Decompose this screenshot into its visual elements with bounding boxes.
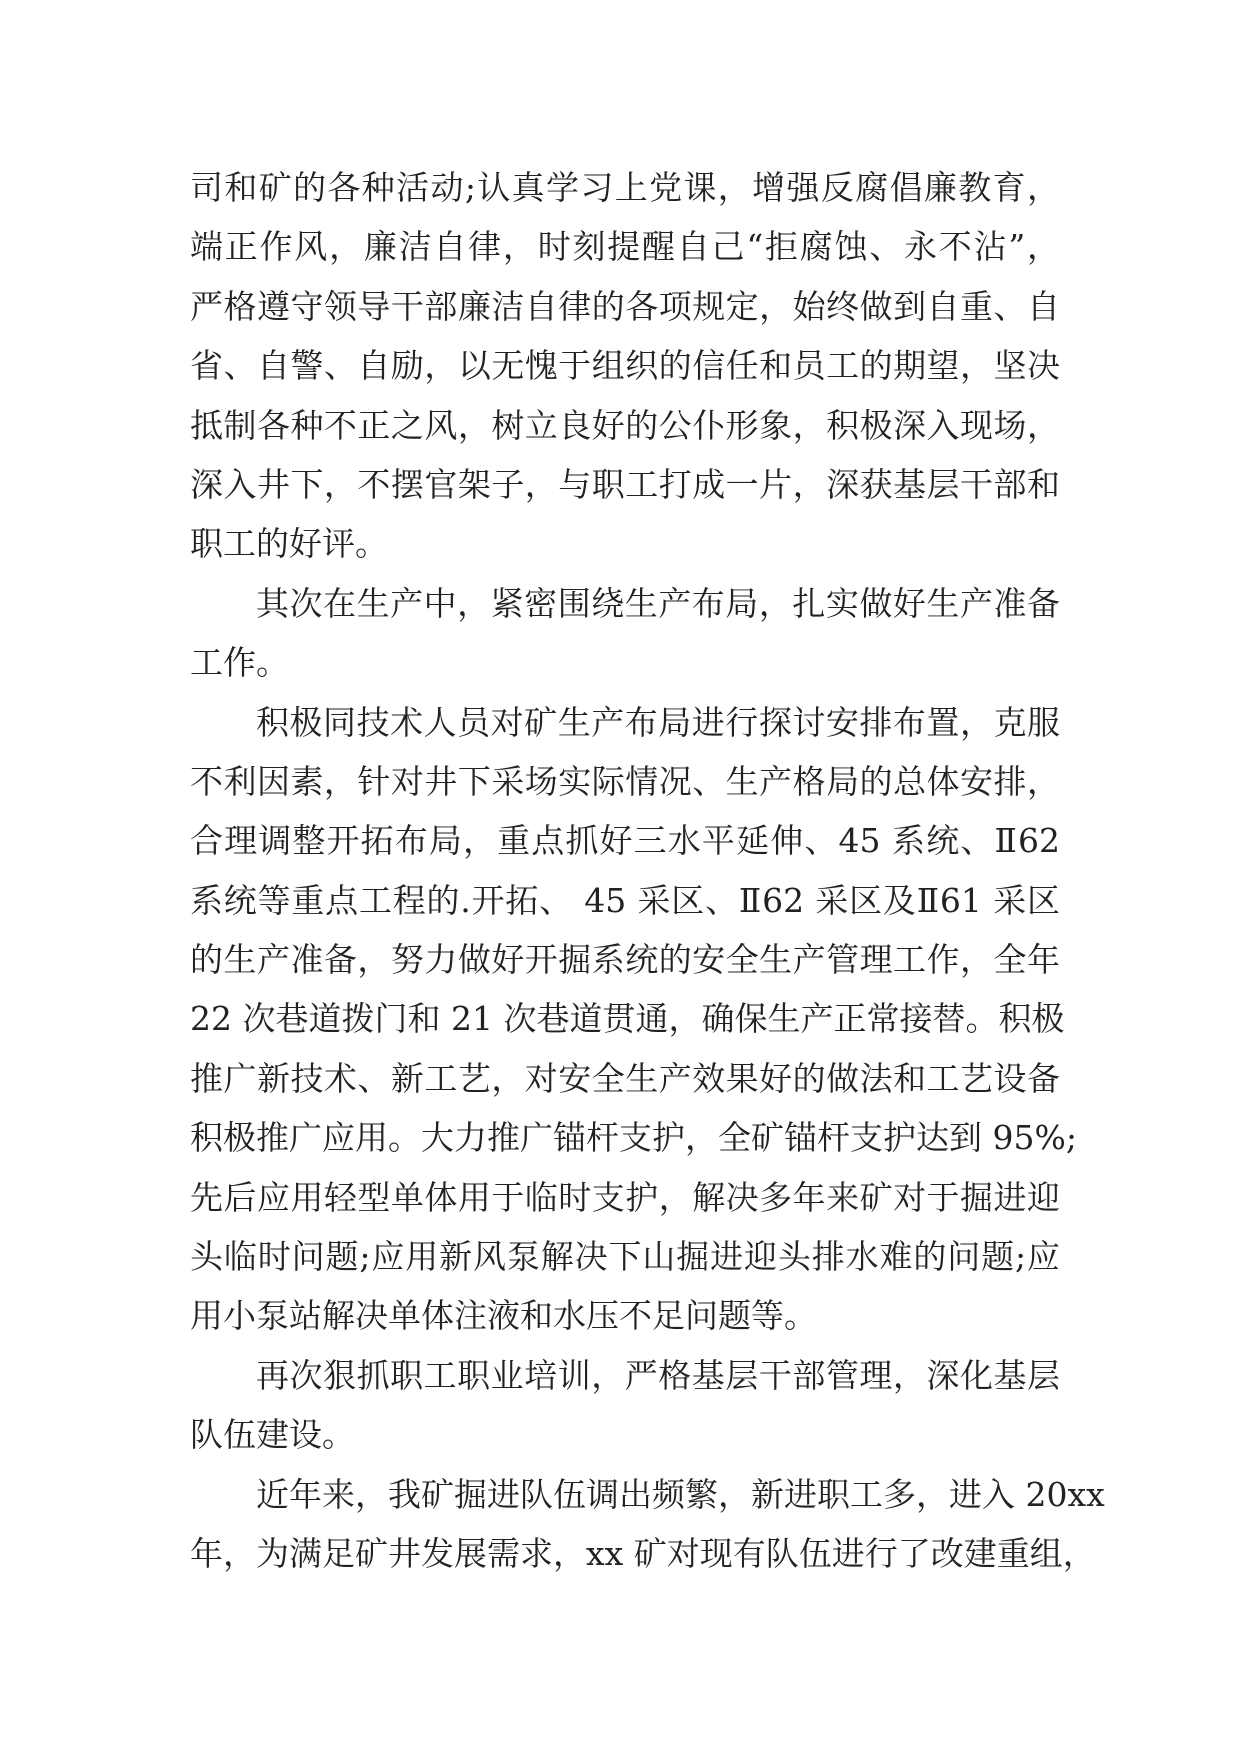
text-line: 头临时问题;应用新风泵解决下山掘进迎头排水难的问题;应 — [190, 1237, 1060, 1277]
text-line: 推广新技术、新工艺，对安全生产效果好的做法和工艺设备 — [190, 1058, 1060, 1098]
text-line: 深入井下，不摆官架子，与职工打成一片，深获基层干部和 — [190, 464, 1060, 504]
text-line: 用小泵站解决单体注液和水压不足问题等。 — [190, 1296, 817, 1336]
text-line: 不利因素，针对井下采场实际情况、生产格局的总体安排， — [190, 761, 1060, 801]
text-line: 积极推广应用。大力推广锚杆支护，全矿锚杆支护达到 95%; — [190, 1118, 1077, 1158]
text-line: 积极同技术人员对矿生产布局进行探讨安排布置，克服 — [256, 702, 1060, 742]
text-line: 合理调整开拓布局，重点抓好三水平延伸、45 系统、Ⅱ62 — [190, 821, 1060, 861]
text-line: 抵制各种不正之风，树立良好的公仆形象，积极深入现场， — [190, 405, 1060, 445]
text-line: 司和矿的各种活动;认真学习上党课，增强反腐倡廉教育， — [190, 168, 1060, 207]
text-line: 近年来，我矿掘进队伍调出频繁，新进职工多，进入 20xx — [256, 1474, 1105, 1514]
text-line: 先后应用轻型单体用于临时支护，解决多年来矿对于掘进迎 — [190, 1177, 1060, 1217]
document-body — [190, 158, 1105, 1583]
text-line: 队伍建设。 — [190, 1415, 355, 1455]
text-line: 的生产准备，努力做好开掘系统的安全生产管理工作，全年 — [190, 940, 1060, 980]
text-line: 年，为满足矿井发展需求，xx 矿对现有队伍进行了改建重组， — [190, 1533, 1096, 1573]
text-line: 再次狠抓职工职业培训，严格基层干部管理，深化基层 — [256, 1355, 1060, 1395]
text-line: 端正作风，廉洁自律，时刻提醒自己“拒腐蚀、永不沾”， — [190, 227, 1060, 267]
text-line: 其次在生产中，紧密围绕生产布局，扎实做好生产准备 — [256, 583, 1060, 623]
text-line: 省、自警、自励，以无愧于组织的信任和员工的期望，坚决 — [190, 346, 1060, 386]
text-line: 22 次巷道拨门和 21 次巷道贯通，确保生产正常接替。积极 — [190, 999, 1065, 1039]
text-line: 严格遵守领导干部廉洁自律的各项规定，始终做到自重、自 — [190, 286, 1060, 326]
text-line: 系统等重点工程的.开拓、 45 采区、Ⅱ62 采区及Ⅱ61 采区 — [190, 880, 1060, 920]
text-line: 工作。 — [190, 643, 289, 683]
text-line: 职工的好评。 — [190, 524, 388, 564]
